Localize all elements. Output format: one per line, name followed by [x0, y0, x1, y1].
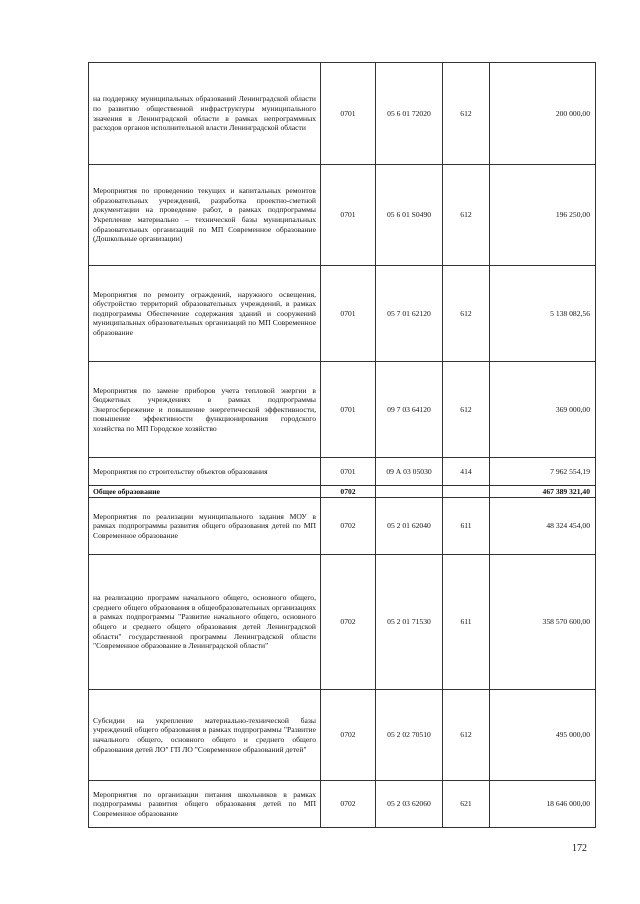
row-target-code: 05 2 01 62040: [376, 498, 443, 555]
row-amount: 18 646 000,00: [490, 781, 596, 828]
row-expense-type: 612: [443, 690, 490, 781]
row-target-code: 09 7 03 64120: [376, 362, 443, 458]
row-target-code: 09 А 03 05030: [376, 458, 443, 486]
table-row: [89, 458, 596, 486]
row-target-code: 05 2 03 62060: [376, 781, 443, 828]
table-row: [89, 165, 596, 266]
table-row: [89, 498, 596, 555]
row-name: Мероприятия по строительству объектов образования: [89, 458, 321, 486]
row-section-code: 0701: [321, 266, 376, 362]
row-expense-type: 611: [443, 555, 490, 690]
row-section-code: 0702: [321, 781, 376, 828]
row-section-code: 0702: [321, 486, 376, 498]
row-target-code: 05 2 01 71530: [376, 555, 443, 690]
page-number: 172: [572, 843, 587, 854]
row-name: Мероприятия по организации питания школьников в рамках подпрограммы развития общего образования детей по МП Современное образование: [89, 781, 321, 828]
row-expense-type: 611: [443, 498, 490, 555]
row-section-code: 0702: [321, 498, 376, 555]
row-name: Мероприятия по проведению текущих и капитальных ремонтов образовательных учреждений, разработка проектно-сметной документации на проведение работ, в рамках подпрограммы Укрепление материально – технической базы муниципальных образовательных организаций по МП Современное образование (Дошкольные организации): [89, 165, 321, 266]
row-section-code: 0702: [321, 690, 376, 781]
row-amount: 48 324 454,00: [490, 498, 596, 555]
row-target-code: 05 7 01 62120: [376, 266, 443, 362]
row-section-code: 0701: [321, 165, 376, 266]
row-amount: 358 570 600,00: [490, 555, 596, 690]
row-target-code: 05 2 02 70510: [376, 690, 443, 781]
row-expense-type: 612: [443, 63, 490, 165]
row-name: Общее образование: [89, 486, 321, 498]
row-target-code: 05 6 01 S0490: [376, 165, 443, 266]
row-name: Мероприятия по замене приборов учета тепловой энергии в бюджетных учреждениях в рамках подпрограммы Энергосбережение и повышение энергетической эффективности, повышение эффективности функционирования городского хозяйства по МП Городское хозяйство: [89, 362, 321, 458]
row-expense-type: 612: [443, 266, 490, 362]
table-row-section-total: [89, 486, 596, 498]
row-amount: 7 962 554,19: [490, 458, 596, 486]
row-amount: 200 000,00: [490, 63, 596, 165]
row-amount: 495 000,00: [490, 690, 596, 781]
row-section-code: 0701: [321, 63, 376, 165]
row-expense-type: 612: [443, 165, 490, 266]
table-row: [89, 63, 596, 165]
row-section-code: 0701: [321, 362, 376, 458]
row-expense-type: 414: [443, 458, 490, 486]
budget-table-body: [89, 63, 596, 828]
row-expense-type: [443, 486, 490, 498]
table-row: [89, 555, 596, 690]
row-name: Мероприятия по ремонту ограждений, наружного освещения, обустройство территорий образовательных учреждений, в рамках подпрограммы Обеспечение содержания зданий и сооружений муниципальных образовательных организаций по МП Современное образование: [89, 266, 321, 362]
row-amount: 467 389 321,40: [490, 486, 596, 498]
row-amount: 369 000,00: [490, 362, 596, 458]
row-expense-type: 621: [443, 781, 490, 828]
row-name: Мероприятия по реализации муниципального задания МОУ в рамках подпрограммы развития общего образования детей по МП Современное образование: [89, 498, 321, 555]
row-target-code: 05 6 01 72020: [376, 63, 443, 165]
table-row: [89, 690, 596, 781]
row-expense-type: 612: [443, 362, 490, 458]
row-name: на реализацию программ начального общего, основного общего, среднего общего образования в общеобразовательных организациях в рамках подпрограммы "Развитие начального общего, основного общего и среднего общего образования детей Ленинградской области" государственной программы Ленинградской области "Современное образование в Ленинградской области": [89, 555, 321, 690]
table-row: [89, 362, 596, 458]
table-row: [89, 781, 596, 828]
row-name: на поддержку муниципальных образований Ленинградской области по развитию общественной инфраструктуры муниципального значения в Ленинградской области в рамках непрограммных расходов органов исполнительной власти Ленинградской области: [89, 63, 321, 165]
row-amount: 5 138 082,56: [490, 266, 596, 362]
table-row: [89, 266, 596, 362]
row-target-code: [376, 486, 443, 498]
budget-table-page: [88, 62, 595, 828]
row-name: Субсидии на укрепление материально-технической базы учреждений общего образования в рамках подпрограммы "Развитие начального общего, основного общего и среднего общего образования детей ЛО" ГП ЛО "Современное образований детей": [89, 690, 321, 781]
row-section-code: 0701: [321, 458, 376, 486]
row-section-code: 0702: [321, 555, 376, 690]
budget-table: [88, 62, 596, 828]
row-amount: 196 250,00: [490, 165, 596, 266]
